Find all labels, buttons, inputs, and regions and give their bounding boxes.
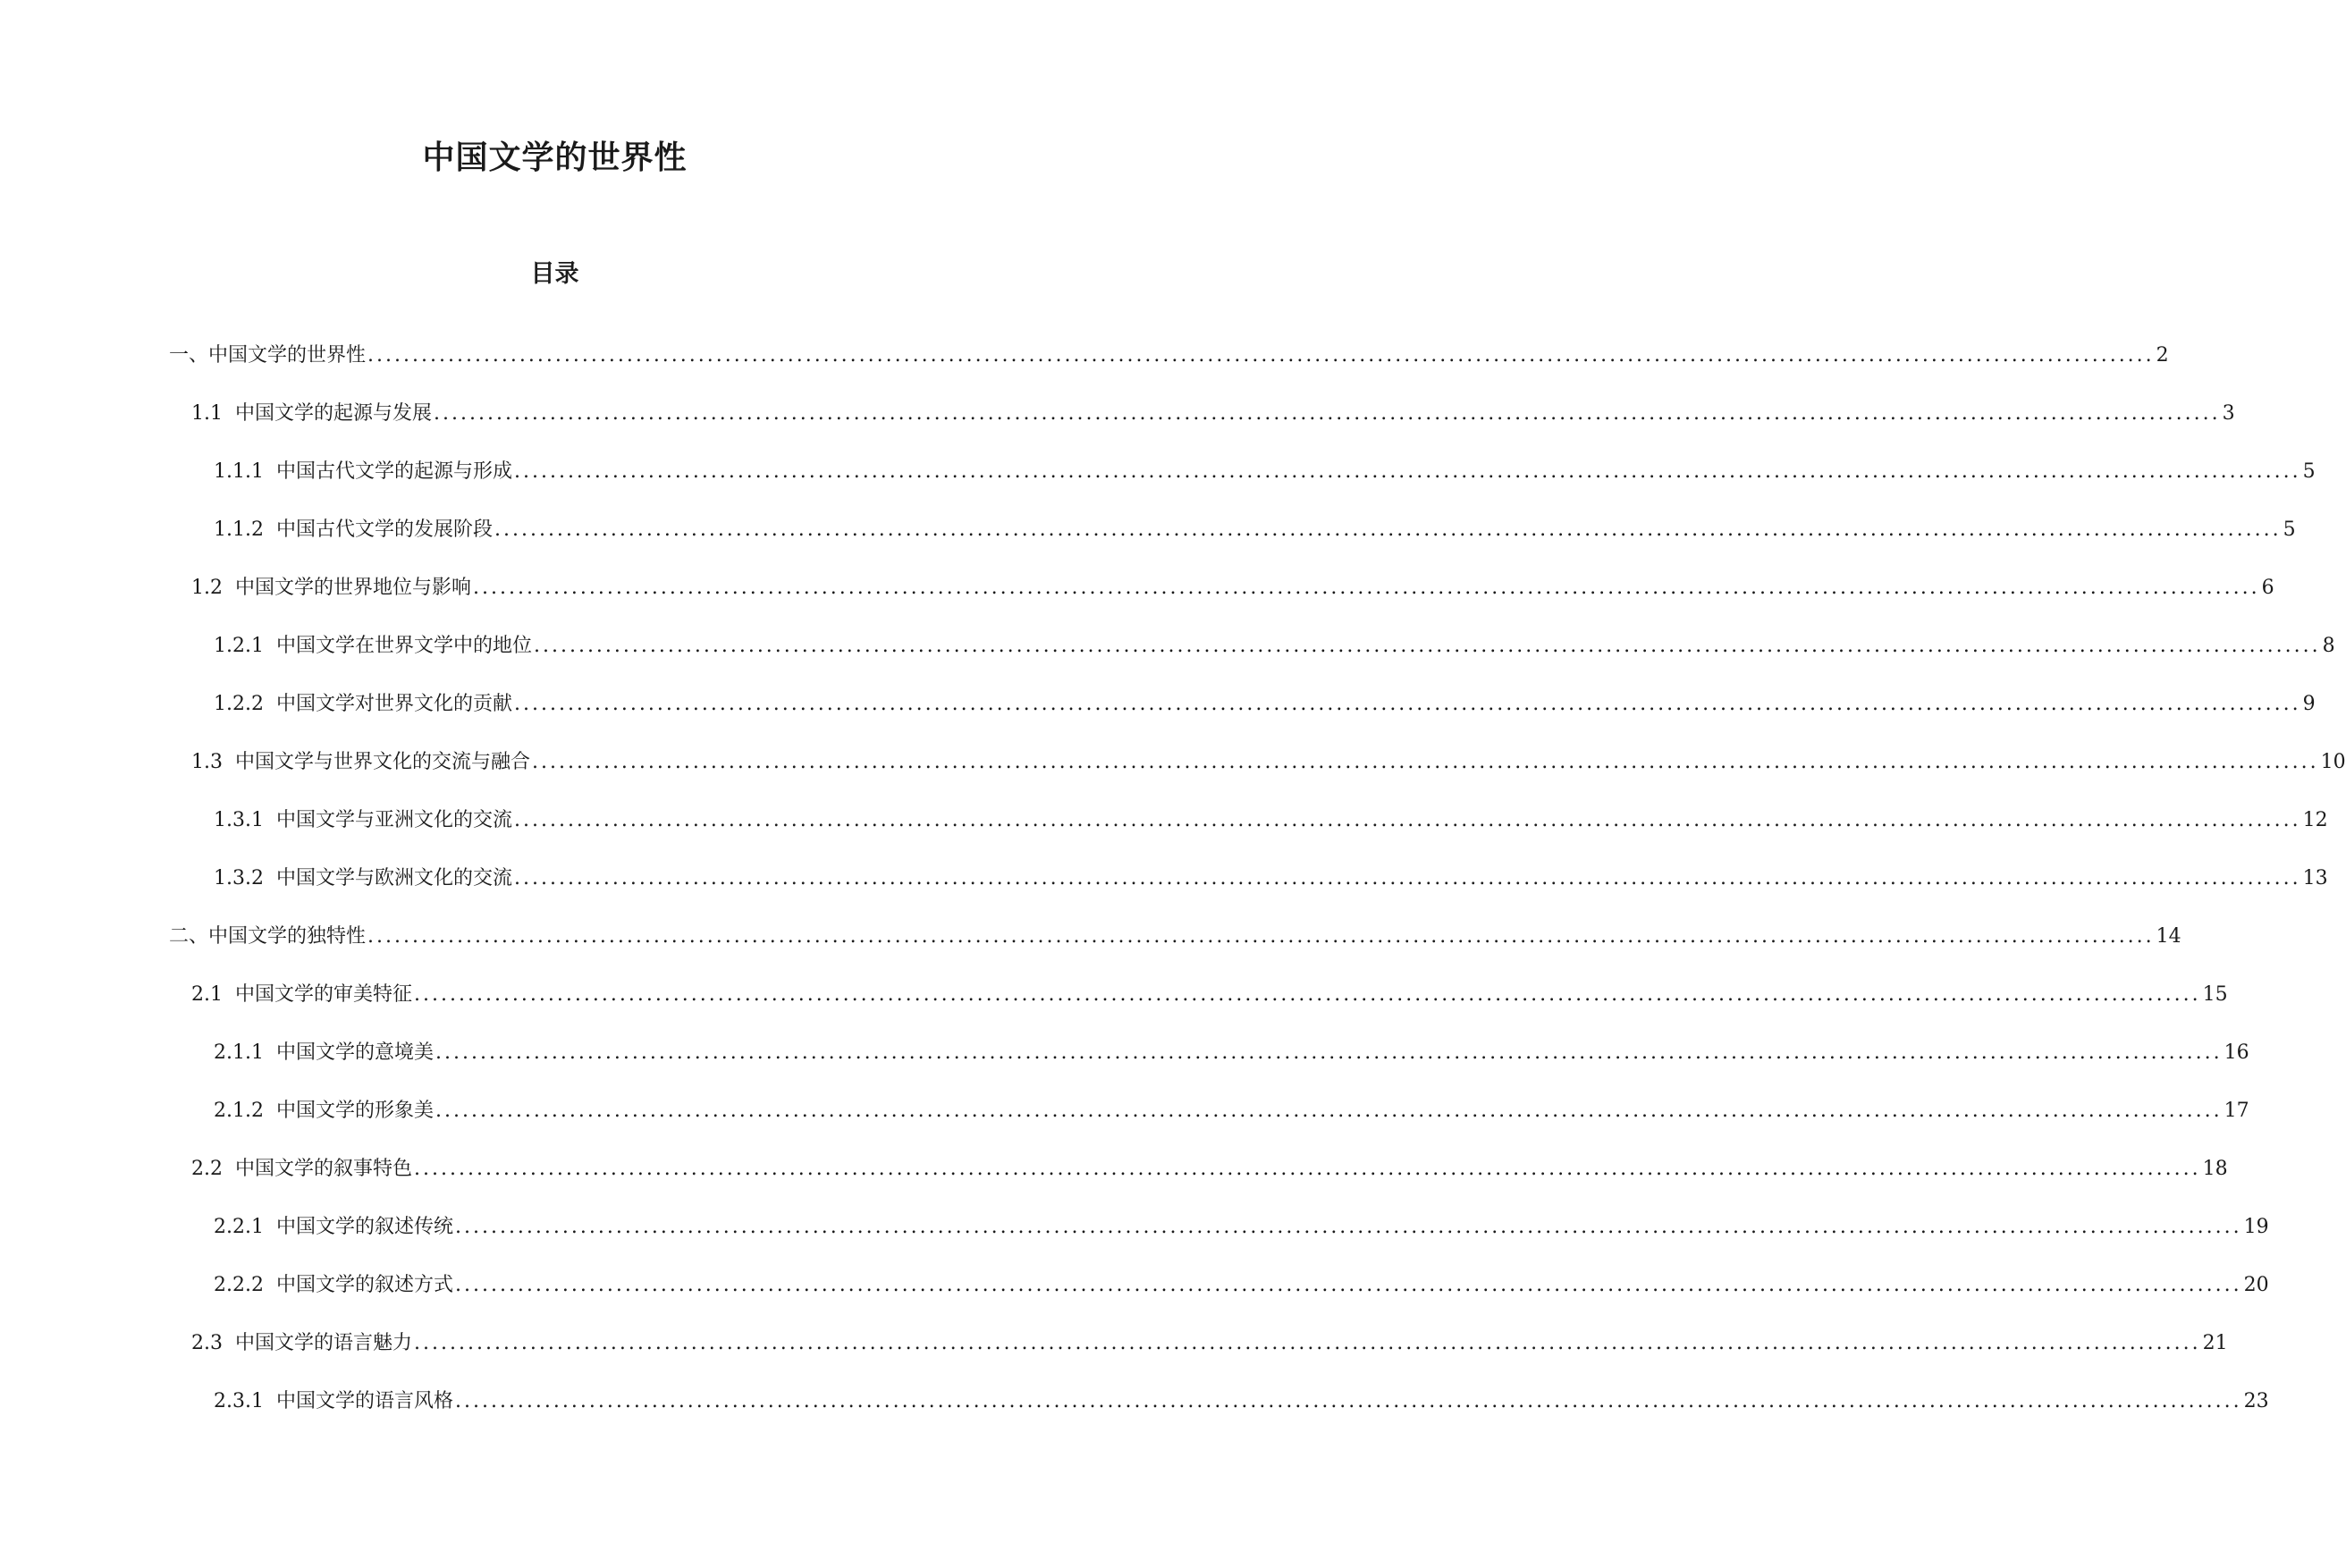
toc-entry[interactable]: [0, 517, 2296, 575]
toc-entry-number: 1.2: [191, 577, 235, 599]
toc-entry-title: 中国古代文学的起源与形成: [275, 460, 512, 483]
toc-dot-leader: ........................................................................................................................................................................................................: [435, 1100, 2223, 1122]
toc-entry-title: 中国文学与欧洲文化的交流: [275, 867, 512, 889]
document-title: 中国文学的世界性: [422, 139, 688, 176]
toc-page-number: 6: [2261, 577, 2274, 599]
toc-dot-leader: ........................................................................................................................................................................................................: [532, 751, 2319, 773]
toc-entry-number: 2.3.1: [214, 1390, 276, 1412]
toc-page-number: 12: [2302, 809, 2328, 831]
toc-dot-leader: ........................................................................................................................................................................................................: [414, 1158, 2201, 1180]
toc-entry[interactable]: [0, 1388, 2269, 1446]
toc-entry[interactable]: [0, 1040, 2249, 1098]
toc-entry-title: 中国文学的叙述传统: [275, 1216, 453, 1238]
toc-entry-title: 中国文学与世界文化的交流与融合: [234, 751, 530, 773]
toc-entry-number: 1.2.2: [214, 693, 276, 715]
toc-heading: 目录: [530, 260, 579, 288]
toc-dot-leader: ........................................................................................................................................................................................................: [513, 693, 2301, 715]
toc-entry-title: 中国文学在世界文学中的地位: [275, 635, 532, 657]
toc-entry-number: 1.1.2: [214, 518, 276, 541]
toc-entry[interactable]: [0, 1098, 2249, 1156]
toc-entry[interactable]: [0, 633, 2335, 691]
toc-page-number: 8: [2322, 635, 2335, 657]
toc-entry-number: 2.3: [191, 1332, 235, 1354]
toc-page-number: 20: [2243, 1274, 2269, 1296]
toc-entry[interactable]: [0, 749, 2346, 807]
toc-page-number: 5: [2283, 518, 2296, 541]
toc-entry-title: 中国文学的世界地位与影响: [234, 577, 471, 599]
toc-entry[interactable]: [0, 807, 2328, 865]
toc-dot-leader: ........................................................................................................................................................................................................: [454, 1216, 2242, 1238]
toc-entry-title: 中国文学的起源与发展: [234, 402, 432, 425]
toc-entry[interactable]: [0, 982, 2228, 1040]
toc-dot-leader: ........................................................................................................................................................................................................: [494, 518, 2282, 541]
toc-entry-number: 2.1.2: [214, 1100, 276, 1122]
toc-page-number: 15: [2202, 983, 2228, 1006]
toc-entry-title: 中国文学的世界性: [208, 344, 367, 367]
toc-entry[interactable]: [0, 1272, 2269, 1330]
toc-entry-title: 中国文学的意境美: [275, 1041, 434, 1064]
toc-page-number: 17: [2224, 1100, 2249, 1122]
toc-entry[interactable]: [0, 1214, 2269, 1272]
toc-entry[interactable]: [0, 342, 2169, 400]
toc-dot-leader: ........................................................................................................................................................................................................: [367, 925, 2155, 948]
toc-page-number: 2: [2156, 344, 2169, 367]
toc-page-number: 23: [2243, 1390, 2269, 1412]
toc-entry-title: 中国文学的审美特征: [234, 983, 412, 1006]
toc-entry-number: 2.1: [191, 983, 235, 1006]
toc-entry-number: 2.2: [191, 1158, 235, 1180]
toc-dot-leader: ........................................................................................................................................................................................................: [454, 1274, 2242, 1296]
toc-dot-leader: ........................................................................................................................................................................................................: [533, 635, 2321, 657]
toc-entry[interactable]: [0, 400, 2235, 459]
toc-page-number: 19: [2243, 1216, 2269, 1238]
toc-entry-number: 2.2.1: [214, 1216, 276, 1238]
toc-entry[interactable]: [0, 1330, 2228, 1388]
table-of-contents: [0, 342, 2346, 1446]
toc-entry-number: 2.2.2: [214, 1274, 276, 1296]
toc-entry-number: 二、: [169, 925, 209, 948]
toc-entry-title: 中国文学的语言魅力: [234, 1332, 412, 1354]
toc-dot-leader: ........................................................................................................................................................................................................: [454, 1390, 2242, 1412]
toc-entry-number: 1.3: [191, 751, 235, 773]
toc-page-number: 9: [2302, 693, 2316, 715]
toc-entry-title: 中国文学的叙事特色: [234, 1158, 412, 1180]
toc-entry-number: 1.3.2: [214, 867, 276, 889]
toc-entry-number: 1.1: [191, 402, 235, 425]
toc-page-number: 21: [2202, 1332, 2228, 1354]
toc-entry-title: 中国文学的语言风格: [275, 1390, 453, 1412]
toc-entry[interactable]: [0, 691, 2316, 749]
toc-page-number: 3: [2222, 402, 2235, 425]
toc-dot-leader: ........................................................................................................................................................................................................: [513, 460, 2301, 483]
toc-entry-number: 一、: [169, 344, 209, 367]
toc-page-number: 14: [2156, 925, 2181, 948]
toc-dot-leader: ........................................................................................................................................................................................................: [414, 983, 2201, 1006]
toc-entry[interactable]: [0, 1156, 2228, 1214]
toc-entry-title: 中国文学的叙述方式: [275, 1274, 453, 1296]
toc-page-number: 13: [2302, 867, 2328, 889]
toc-dot-leader: ........................................................................................................................................................................................................: [473, 577, 2260, 599]
toc-entry[interactable]: [0, 575, 2274, 633]
toc-dot-leader: ........................................................................................................................................................................................................: [513, 809, 2301, 831]
toc-entry-title: 中国文学的独特性: [208, 925, 367, 948]
toc-dot-leader: ........................................................................................................................................................................................................: [434, 402, 2221, 425]
toc-entry-number: 1.3.1: [214, 809, 276, 831]
toc-dot-leader: ........................................................................................................................................................................................................: [414, 1332, 2201, 1354]
toc-entry[interactable]: [0, 865, 2328, 923]
toc-entry[interactable]: [0, 459, 2316, 517]
toc-entry-title: 中国文学与亚洲文化的交流: [275, 809, 512, 831]
toc-entry-title: 中国文学对世界文化的贡献: [275, 693, 512, 715]
toc-entry-title: 中国文学的形象美: [275, 1100, 434, 1122]
toc-page-number: 5: [2302, 460, 2316, 483]
toc-entry-number: 1.2.1: [214, 635, 276, 657]
toc-entry[interactable]: [0, 923, 2181, 982]
toc-dot-leader: ........................................................................................................................................................................................................: [513, 867, 2301, 889]
toc-entry-title: 中国古代文学的发展阶段: [275, 518, 493, 541]
toc-page-number: 18: [2202, 1158, 2228, 1180]
toc-dot-leader: ........................................................................................................................................................................................................: [367, 344, 2155, 367]
toc-entry-number: 2.1.1: [214, 1041, 276, 1064]
toc-page-number: 16: [2224, 1041, 2249, 1064]
toc-entry-number: 1.1.1: [214, 460, 276, 483]
toc-page-number: 10: [2320, 751, 2346, 773]
toc-dot-leader: ........................................................................................................................................................................................................: [435, 1041, 2223, 1064]
